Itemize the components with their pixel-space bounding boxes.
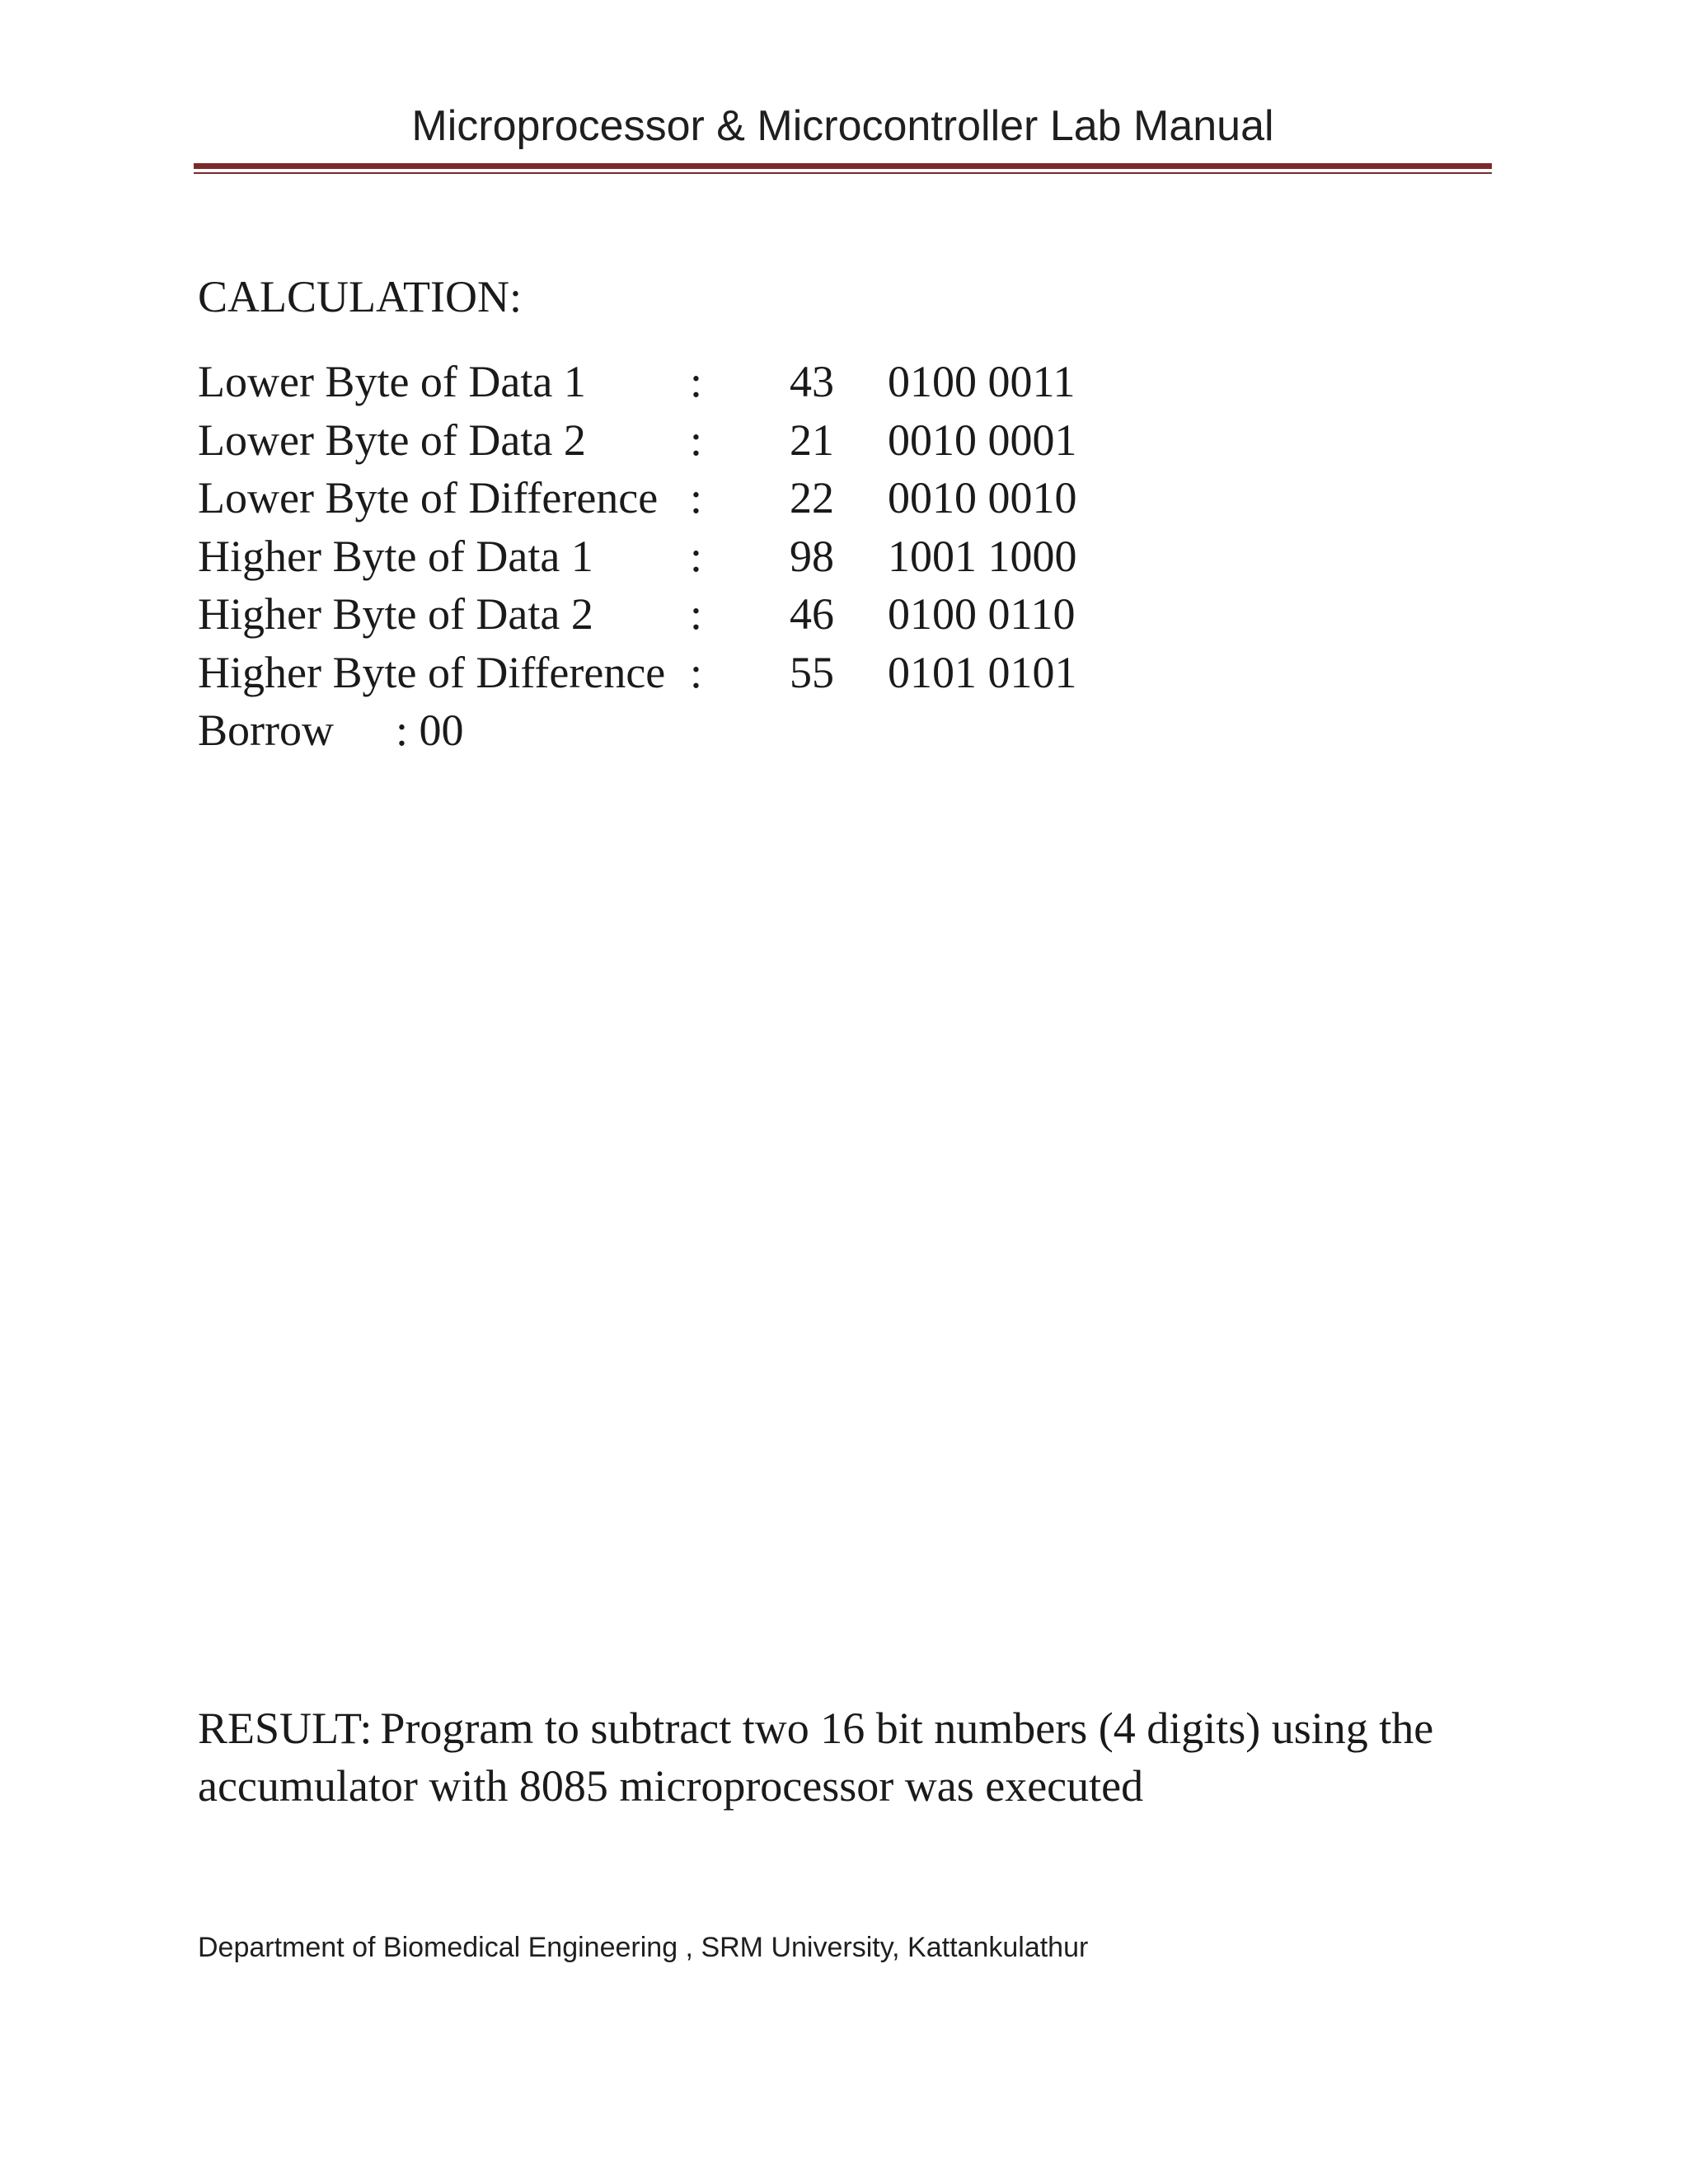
row-colon: : xyxy=(690,531,703,581)
result-label: RESULT: xyxy=(198,1704,373,1753)
calc-row xyxy=(198,585,1076,644)
calc-row xyxy=(198,644,1077,702)
calc-row xyxy=(198,527,1077,586)
borrow-value: : 00 xyxy=(396,705,464,755)
row-hex-value: 46 xyxy=(790,589,834,639)
calculation-heading: CALCULATION: xyxy=(198,272,522,321)
row-colon: : xyxy=(690,473,703,523)
row-label: Lower Byte of Difference xyxy=(198,473,659,523)
row-hex-value: 98 xyxy=(790,531,834,581)
borrow-label: Borrow xyxy=(198,705,334,755)
row-hex-value: 21 xyxy=(790,415,834,465)
row-label: Higher Byte of Data 1 xyxy=(198,531,593,581)
page-footer: Department of Biomedical Engineering , SRM University, Kattankulathur xyxy=(198,1932,1089,1963)
row-colon: : xyxy=(690,589,703,639)
row-colon: : xyxy=(690,647,703,697)
header-divider-thin xyxy=(194,172,1492,174)
borrow-row xyxy=(198,701,464,760)
page-header-title: Microprocessor & Microcontroller Lab Manual xyxy=(411,102,1274,150)
row-binary-value: 0010 0010 xyxy=(888,473,1077,523)
row-label: Lower Byte of Data 1 xyxy=(198,357,586,406)
calculation-table xyxy=(198,353,1077,760)
row-hex-value: 55 xyxy=(790,647,834,697)
row-label: Higher Byte of Difference xyxy=(198,647,666,697)
row-colon: : xyxy=(690,415,703,465)
row-label: Lower Byte of Data 2 xyxy=(198,415,586,465)
row-hex-value: 22 xyxy=(790,473,834,523)
calc-row xyxy=(198,411,1077,470)
row-binary-value: 0010 0001 xyxy=(888,415,1077,465)
result-text: Program to subtract two 16 bit numbers (4 digits) using the accumulator with 8085 microprocessor was executed xyxy=(198,1704,1434,1811)
header-divider xyxy=(194,163,1492,169)
calc-row xyxy=(198,353,1076,411)
row-binary-value: 0101 0101 xyxy=(888,647,1077,697)
row-binary-value: 0100 0011 xyxy=(888,357,1076,406)
row-colon: : xyxy=(690,357,703,406)
calc-row xyxy=(198,469,1077,527)
row-label: Higher Byte of Data 2 xyxy=(198,589,593,639)
row-binary-value: 0100 0110 xyxy=(888,589,1076,639)
row-binary-value: 1001 1000 xyxy=(888,531,1077,581)
row-hex-value: 43 xyxy=(790,357,834,406)
result-paragraph xyxy=(198,1699,1484,1815)
